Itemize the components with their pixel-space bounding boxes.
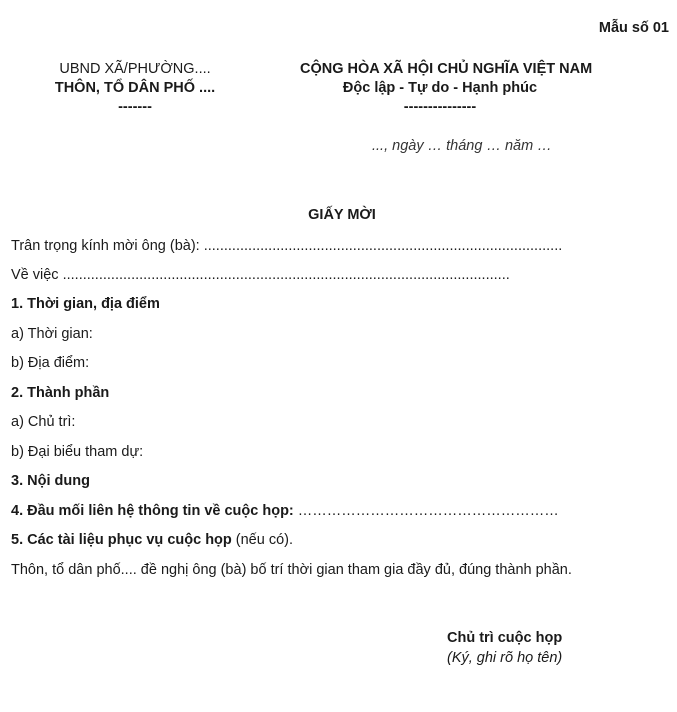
time-field: a) Thời gian: bbox=[11, 326, 93, 342]
section-documents-heading: 5. Các tài liệu phục vụ cuộc họp bbox=[11, 532, 232, 548]
signature-title: Chủ trì cuộc họp bbox=[447, 630, 563, 646]
motto: Độc lập - Tự do - Hạnh phúc bbox=[342, 80, 538, 96]
section-documents bbox=[11, 532, 293, 548]
authority-line-1: UBND XÃ/PHƯỜNG.... bbox=[59, 61, 211, 77]
documents-note: (nếu có). bbox=[231, 532, 294, 548]
section-participants-heading: 2. Thành phần bbox=[11, 385, 110, 401]
invite-line: Trân trọng kính mời ông (bà): ......................................................................................... bbox=[11, 238, 563, 254]
subject-line: Về việc ............................................................................................................... bbox=[11, 267, 510, 283]
contact-dots: ……………………………………………… bbox=[293, 503, 559, 519]
issuing-authority bbox=[30, 60, 240, 117]
signature-note: (Ký, ghi rõ họ tên) bbox=[447, 650, 563, 666]
document-title: GIẤY MỜI bbox=[308, 207, 376, 223]
section-time-place-heading: 1. Thời gian, địa điểm bbox=[11, 296, 160, 312]
authority-line-2: THÔN, TỔ DÂN PHỐ .... bbox=[54, 80, 216, 96]
form-number: Mẫu số 01 bbox=[598, 20, 669, 36]
section-content-heading: 3. Nội dung bbox=[11, 473, 90, 489]
chair-field: a) Chủ trì: bbox=[11, 414, 76, 430]
national-motto bbox=[300, 60, 593, 117]
section-contact bbox=[11, 503, 559, 519]
date-line: ..., ngày … tháng … năm … bbox=[372, 138, 552, 154]
country-name: CỘNG HÒA XÃ HỘI CHỦ NGHĨA VIỆT NAM bbox=[300, 61, 593, 77]
authority-divider: ------- bbox=[118, 99, 152, 115]
motto-divider: --------------- bbox=[403, 99, 477, 115]
section-contact-heading: 4. Đầu mối liên hệ thông tin về cuộc họp: bbox=[11, 503, 294, 519]
place-field: b) Địa điểm: bbox=[11, 355, 90, 371]
closing-paragraph: Thôn, tổ dân phố.... đề nghị ông (bà) bố trí thời gian tham gia đầy đủ, đúng thành phần. bbox=[11, 562, 572, 578]
attendees-field: b) Đại biểu tham dự: bbox=[11, 444, 144, 460]
